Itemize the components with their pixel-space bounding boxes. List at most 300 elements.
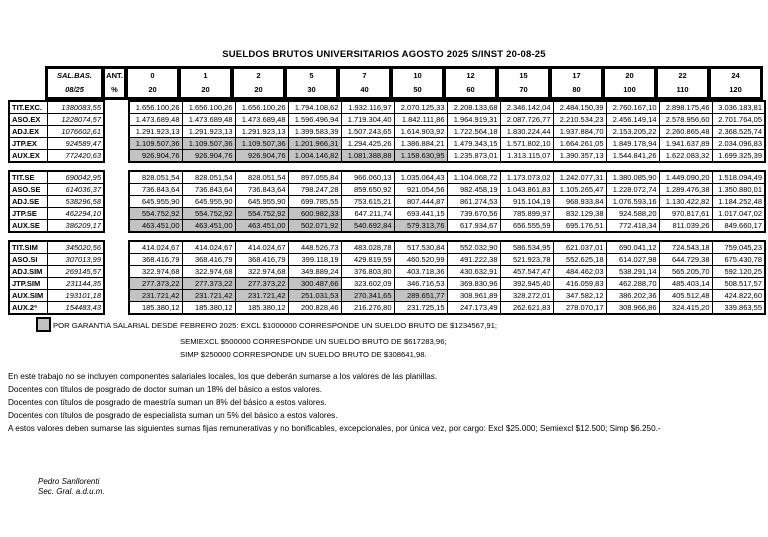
salary-cell: 897.055,84 [288,171,341,183]
salary-cell: 1.109.507,36 [129,138,182,150]
salary-cell: 1.849.178,94 [606,138,659,150]
row-label: ADJ.SIM [9,265,47,277]
signature-block [38,477,105,496]
salary-cell: 231.721,42 [235,290,288,302]
salary-cell: 448.526,73 [288,241,341,253]
salary-cell: 369.830,96 [447,278,500,290]
salary-cell: 552.032,90 [447,241,500,253]
header-col-22 [656,67,709,99]
salary-cell: 811.039,26 [659,220,712,232]
header-col-1-line: 1 [203,71,208,80]
row-label: JTP.SIM [9,278,47,290]
salary-cell: 308.966,86 [606,302,659,314]
header-col-20-line: 100 [623,85,636,94]
salary-cell: 1.518.094,49 [712,171,765,183]
salary-cell: 1.235.873,01 [447,150,500,162]
header-table [46,67,762,99]
header-col-20 [603,67,656,99]
note-line: Docentes con títulos de posgrado de especialista suman un 5% del básico a estos valores. [8,410,338,420]
table-row-values [129,138,765,150]
values-table [128,240,766,315]
salary-cell: 2.484.150,39 [553,101,606,113]
salary-cell: 349.889,24 [288,265,341,277]
table-header [45,66,763,100]
header-col-20-line: 20 [625,71,634,80]
table-row-values [129,253,765,265]
salary-cell: 828.051,54 [129,171,182,183]
header-col-7 [338,67,391,99]
salary-cell: 647.211,74 [341,208,394,220]
table-row-values [129,265,765,277]
salary-cell: 1.289.476,38 [659,183,712,195]
header-col-24-line: 120 [729,85,742,94]
salary-cell: 339.863,55 [712,302,765,314]
salary-cell: 484.462,03 [553,265,606,277]
salary-cell: 645.955,90 [182,195,235,207]
salary-cell: 376.803,80 [341,265,394,277]
row-label: JTP.SE [9,208,47,220]
salary-cell: 414.024,67 [235,241,288,253]
salary-cell: 200.828,46 [288,302,341,314]
salary-cell: 347.582,12 [553,290,606,302]
salary-cell: 1.473.689,48 [235,113,288,125]
header-col-12-line: 60 [466,85,475,94]
table-row [9,302,104,314]
table-row-values [129,241,765,253]
table-row-values [129,125,765,137]
salary-cell: 614.027,98 [606,253,659,265]
salary-cell: 1.109.507,36 [182,138,235,150]
salary-cell: 736.843,64 [129,183,182,195]
table-row-values [129,302,765,314]
salary-cell: 968.933,84 [553,195,606,207]
header-col-0-line: 20 [148,85,157,94]
salary-cell: 368.416,79 [182,253,235,265]
salary-cell: 1.473.689,48 [129,113,182,125]
salary-cell: 538.291,14 [606,265,659,277]
salary-cell: 1.081.388,88 [341,150,394,162]
salary-cell: 1.350.880,01 [712,183,765,195]
salary-cell: 508.517,57 [712,278,765,290]
table-row-values [129,171,765,183]
salary-block-1 [8,170,766,233]
salary-cell: 2.368.525,74 [712,125,765,137]
header-salbas-line: 08/25 [65,85,84,94]
basic-salary-cell: 772420,63 [47,150,104,162]
salary-cell: 247.173,49 [447,302,500,314]
table-row-values [129,113,765,125]
salary-cell: 463.451,00 [182,220,235,232]
salary-cell: 675.430,78 [712,253,765,265]
header-col-2-line: 20 [254,85,263,94]
salary-cell: 807.444,87 [394,195,447,207]
salary-cell: 185.380,12 [235,302,288,314]
salary-cell: 322.974,68 [129,265,182,277]
table-row-values [129,208,765,220]
salary-cell: 405.512,48 [659,290,712,302]
guarantee-note-line2: SEMIEXCL $500000 CORRESPONDE UN SUELDO BRUTO DE $617283,96; [180,337,447,346]
salary-cell: 403.718,36 [394,265,447,277]
header-col-12 [444,67,497,99]
salary-cell: 2.208.133,68 [447,101,500,113]
row-label: ASO.SE [9,183,47,195]
salary-cell: 861.274,53 [447,195,500,207]
row-label: AUX.SE [9,220,47,232]
table-row [9,195,104,207]
salary-cell: 1.313.115,07 [500,150,553,162]
salary-cell: 346.716,53 [394,278,447,290]
header-col-15 [497,67,550,99]
note-line: Docentes con títulos de posgrado de doctor suman un 18% del básico a estos valores. [8,384,323,394]
salary-cell: 621.037,01 [553,241,606,253]
salary-cell: 2.087.726,77 [500,113,553,125]
header-col-1-line: 20 [201,85,210,94]
salary-cell: 1.507.243,65 [341,125,394,137]
header-col-15-line: 70 [519,85,528,94]
salary-cell: 1.105.265,47 [553,183,606,195]
salary-cell: 231.721,42 [129,290,182,302]
header-col-17-line: 17 [572,71,581,80]
salary-cell: 231.725,15 [394,302,447,314]
salary-cell: 277.373,22 [182,278,235,290]
header-col-15-line: 15 [519,71,528,80]
row-label: AUX.EX [9,150,47,162]
salary-cell: 926.904,76 [235,150,288,162]
salary-cell: 617.934,67 [447,220,500,232]
salary-cell: 1.794.108,62 [288,101,341,113]
salary-cell: 251.031,53 [288,290,341,302]
salary-cell: 2.701.764,05 [712,113,765,125]
basic-salary-cell: 269145,57 [47,265,104,277]
salary-cell: 759.045,23 [712,241,765,253]
salary-cell: 1.656.100,26 [129,101,182,113]
salary-cell: 828.051,54 [235,171,288,183]
salary-cell: 915.104,19 [500,195,553,207]
salary-cell: 262.621,83 [500,302,553,314]
salary-cell: 278.070,17 [553,302,606,314]
table-row [9,171,104,183]
salary-cell: 277.373,22 [129,278,182,290]
table-row [9,208,104,220]
header-col-0 [126,67,179,99]
header-ant-line: ANT. [106,71,123,80]
labels-table [8,100,105,163]
salary-cell: 368.416,79 [235,253,288,265]
salary-cell: 289.651,77 [394,290,447,302]
footnotes [8,371,661,436]
salary-cell: 926.904,76 [129,150,182,162]
salary-cell: 392.945,40 [500,278,553,290]
table-row-values [129,101,765,113]
table-row [9,278,104,290]
guarantee-legend-swatch [36,317,51,332]
salary-cell: 322.974,68 [182,265,235,277]
salary-cell: 1.941.637,89 [659,138,712,150]
salary-cell: 1.664.261,05 [553,138,606,150]
header-col-7-line: 7 [362,71,367,80]
header-col-2-line: 2 [256,71,261,80]
salary-cell: 1.571.802,10 [500,138,553,150]
salary-cell: 540.692,84 [341,220,394,232]
salary-cell: 2.760.167,10 [606,101,659,113]
salary-cell: 753.615,21 [341,195,394,207]
salary-cell: 416.059,83 [553,278,606,290]
table-row [9,290,104,302]
table-row-values [129,278,765,290]
salary-cell: 460.520,99 [394,253,447,265]
header-ant [103,67,126,99]
salary-cell: 1.043.861,83 [500,183,553,195]
salary-cell: 485.403,14 [659,278,712,290]
salary-cell: 216.276,80 [341,302,394,314]
salary-cell: 2.034.096,83 [712,138,765,150]
salary-cell: 579.313,76 [394,220,447,232]
salary-cell: 859.650,92 [341,183,394,195]
guarantee-note-line1: POR GARANTIA SALARIAL DESDE FEBRERO 2025: EXCL $1000000 CORRESPONDE UN SUELDO BRUTO DE $1234567,91; [53,321,498,330]
salary-cell: 457.547,47 [500,265,553,277]
salary-cell: 1.842.111,86 [394,113,447,125]
header-col-10-line: 10 [413,71,422,80]
salary-cell: 924.588,20 [606,208,659,220]
salary-cell: 463.451,00 [235,220,288,232]
salary-cell: 323.602,09 [341,278,394,290]
salary-cell: 656.555,59 [500,220,553,232]
salary-cell: 586.534,95 [500,241,553,253]
salary-cell: 2.578.956,60 [659,113,712,125]
salary-cell: 1.473.689,48 [182,113,235,125]
salary-cell: 185.380,12 [129,302,182,314]
salary-cell: 3.036.183,81 [712,101,765,113]
salary-cell: 644.729,38 [659,253,712,265]
salary-cell: 828.051,54 [182,171,235,183]
table-row [9,220,104,232]
salary-cell: 1.656.100,26 [182,101,235,113]
signature-name: Pedro Sanllorenti [38,477,100,486]
salary-cell: 2.346.142,04 [500,101,553,113]
salary-cell: 2.070.125,33 [394,101,447,113]
basic-salary-cell: 538296,58 [47,195,104,207]
salary-cell: 736.843,64 [235,183,288,195]
header-col-17 [550,67,603,99]
header-col-24-line: 24 [731,71,740,80]
salary-cell: 2.153.205,22 [606,125,659,137]
salary-cell: 693.441,15 [394,208,447,220]
salary-cell: 386.202,36 [606,290,659,302]
salary-block-2 [8,240,766,315]
note-line: Docentes con títulos de posgrado de maestría suman un 8% del básico a estos valores. [8,397,327,407]
salary-cell: 322.974,68 [235,265,288,277]
salary-cell: 1.932.116,97 [341,101,394,113]
salary-cell: 849.660,17 [712,220,765,232]
salary-cell: 308.961,89 [447,290,500,302]
row-label: TIT.EXC. [9,101,47,113]
salary-cell: 1.622.083,32 [659,150,712,162]
row-label: TIT.SIM [9,241,47,253]
row-label: TIT.SE [9,171,47,183]
basic-salary-cell: 386209,17 [47,220,104,232]
header-col-22-line: 22 [678,71,687,80]
labels-table [8,240,105,315]
salary-cell: 1.964.919,31 [447,113,500,125]
header-col-10-line: 50 [413,85,422,94]
salary-cell: 462.288,70 [606,278,659,290]
salary-cell: 1.937.884,70 [553,125,606,137]
values-table [128,100,766,163]
salary-cell: 1.184.252,48 [712,195,765,207]
salary-cell: 554.752,92 [129,208,182,220]
header-salbas-line: SAL.BAS. [56,71,92,80]
basic-salary-cell: 1380083,55 [47,101,104,113]
salary-cell: 798.247,28 [288,183,341,195]
header-col-12-line: 12 [466,71,475,80]
page-title: SUELDOS BRUTOS UNIVERSITARIOS AGOSTO 2025 S/INST 20-08-25 [222,49,546,60]
table-row [9,138,104,150]
basic-salary-cell: 1228074,57 [47,113,104,125]
salary-cell: 921.054,56 [394,183,447,195]
salary-cell: 1.380.085,90 [606,171,659,183]
values-table [128,170,766,233]
basic-salary-cell: 193101,18 [47,290,104,302]
table-row-values [129,150,765,162]
salary-cell: 600.982,33 [288,208,341,220]
salary-cell: 1.656.100,26 [235,101,288,113]
salary-cell: 2.898.175,46 [659,101,712,113]
salary-cell: 2.260.865,48 [659,125,712,137]
header-col-2 [232,67,285,99]
basic-salary-cell: 154483,43 [47,302,104,314]
salary-cell: 1.130.422,82 [659,195,712,207]
header-col-0-line: 0 [150,71,155,80]
table-row-values [129,220,765,232]
salary-cell: 324.415,20 [659,302,712,314]
basic-salary-cell: 924589,47 [47,138,104,150]
salary-cell: 1.076.593,16 [606,195,659,207]
salary-cell: 231.721,42 [182,290,235,302]
header-col-5-line: 5 [309,71,314,80]
salary-cell: 1.291.923,13 [235,125,288,137]
salary-cell: 695.176,51 [553,220,606,232]
row-label: JTP.EX [9,138,47,150]
table-row [9,265,104,277]
table-row [9,150,104,162]
salary-cell: 1.104.068,72 [447,171,500,183]
table-row [9,101,104,113]
salary-cell: 645.955,90 [235,195,288,207]
basic-salary-cell: 231144,35 [47,278,104,290]
salary-cell: 424.822,60 [712,290,765,302]
salary-cell: 1.719.304,40 [341,113,394,125]
salary-cell: 502.071,92 [288,220,341,232]
header-col-17-line: 80 [572,85,581,94]
salary-cell: 185.380,12 [182,302,235,314]
salary-cell: 592.120,25 [712,265,765,277]
salary-cell: 483.028,78 [341,241,394,253]
table-row [9,241,104,253]
header-col-22-line: 110 [676,85,689,94]
salary-cell: 1.035.064,43 [394,171,447,183]
salary-cell: 554.752,92 [182,208,235,220]
salary-cell: 1.173.073,02 [500,171,553,183]
labels-table [8,170,105,233]
table-row [9,253,104,265]
salary-cell: 2.456.149,14 [606,113,659,125]
salary-cell: 1.544.841,26 [606,150,659,162]
salary-cell: 414.024,67 [129,241,182,253]
salary-cell: 970.817,61 [659,208,712,220]
basic-salary-cell: 690042,95 [47,171,104,183]
salary-cell: 1.386.884,21 [394,138,447,150]
salary-cell: 1.291.923,13 [182,125,235,137]
salary-cell: 1.399.583,39 [288,125,341,137]
salary-cell: 554.752,92 [235,208,288,220]
row-label: AUX.2ª [9,302,47,314]
table-row-values [129,195,765,207]
salary-cell: 430.632,91 [447,265,500,277]
basic-salary-cell: 1076602,61 [47,125,104,137]
note-line: En este trabajo no se incluyen componentes salariales locales, los que deberán sumarse a los valores de las planillas. [8,372,438,381]
salary-cell: 739.670,56 [447,208,500,220]
salary-cell: 690.041,12 [606,241,659,253]
salary-cell: 1.699.325,39 [712,150,765,162]
salary-cell: 926.904,76 [182,150,235,162]
salary-cell: 785.899,97 [500,208,553,220]
salary-cell: 521.923,78 [500,253,553,265]
row-label: ADJ.SE [9,195,47,207]
guarantee-note-line3: SIMP $250000 CORRESPONDE UN SUELDO BRUTO DE $308641,98. [180,350,427,359]
salary-cell: 1.390.357,13 [553,150,606,162]
salary-cell: 491.222,38 [447,253,500,265]
salary-cell: 1.479.343,15 [447,138,500,150]
row-label: ASO.EX [9,113,47,125]
salary-cell: 1.004.146,82 [288,150,341,162]
salary-cell: 552.625,18 [553,253,606,265]
header-col-7-line: 40 [360,85,369,94]
salary-cell: 724.543,18 [659,241,712,253]
salary-cell: 1.158.630,95 [394,150,447,162]
salary-cell: 463.451,00 [129,220,182,232]
salary-cell: 645.955,90 [129,195,182,207]
salary-cell: 277.373,22 [235,278,288,290]
basic-salary-cell: 462294,10 [47,208,104,220]
salary-cell: 1.109.507,36 [235,138,288,150]
salary-cell: 399.118,19 [288,253,341,265]
basic-salary-cell: 307013,99 [47,253,104,265]
row-label: ADJ.EX [9,125,47,137]
salary-cell: 328.272,01 [500,290,553,302]
salary-cell: 1.830.224,44 [500,125,553,137]
salary-cell: 1.228.072,74 [606,183,659,195]
header-col-24 [709,67,762,99]
table-row [9,113,104,125]
salary-cell: 2.210.534,23 [553,113,606,125]
header-col-1 [179,67,232,99]
salary-cell: 1.294.425,26 [341,138,394,150]
salary-cell: 832.129,38 [553,208,606,220]
basic-salary-cell: 345020,56 [47,241,104,253]
row-label: ASO.SI [9,253,47,265]
header-salbas [46,67,103,99]
salary-cell: 736.843,64 [182,183,235,195]
salary-cell: 300.487,66 [288,278,341,290]
header-col-5 [285,67,338,99]
salary-cell: 1.017.047,02 [712,208,765,220]
table-row-values [129,183,765,195]
salary-cell: 1.201.966,31 [288,138,341,150]
salary-cell: 1.596.496,94 [288,113,341,125]
salary-cell: 699.785,55 [288,195,341,207]
salary-cell: 1.242.077,31 [553,171,606,183]
header-col-5-line: 30 [307,85,316,94]
